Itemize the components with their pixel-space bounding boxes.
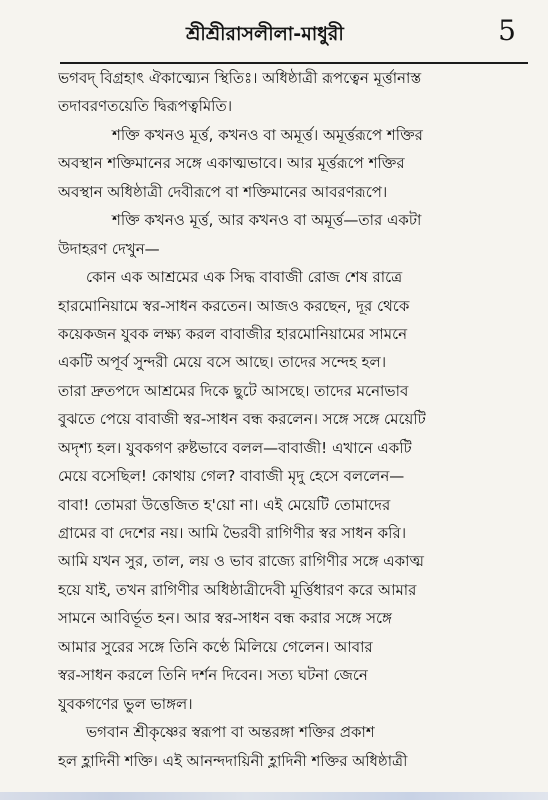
page-body <box>58 64 528 775</box>
text-line: আমি যখন সুর, তাল, লয় ও ভাব রাজ্যে রাগিণীর সঙ্গে একাত্ম <box>58 552 424 571</box>
text-line: ভগবদ্‌ বিগ্রহাৎ ঐকাত্ম্যেন স্থিতিঃ। অধিষ্ঠাত্রী রূপত্বেন মূর্ত্তানাস্ত <box>58 69 422 87</box>
text-line: বাবা! তোমরা উত্তেজিত হ'য়ো না। এই মেয়েটি তোমাদের <box>58 495 391 514</box>
page-bottom-edge <box>0 792 548 800</box>
text-line: তদাবরণতয়েতি দ্বিরূপত্বমিতি। <box>58 97 233 116</box>
text-line: অবস্থান অধিষ্ঠাত্রী দেবীরূপে বা শক্তিমানের আবরণরূপে। <box>58 182 388 201</box>
text-line: মেয়ে বসেছিল! কোথায় গেল? বাবাজী মৃদু হেসে বললেন— <box>58 467 405 486</box>
text-line: শক্তি কখনও মূর্ত্ত, কখনও বা অমূর্ত্ত। অমূর্ত্তরূপে শক্তির <box>112 125 423 144</box>
text-line: অবস্থান শক্তিমানের সঙ্গে একাত্মভাবে। আর মূর্ত্তরূপে শক্তির <box>58 154 405 173</box>
text-line: হারমোনিয়ামে স্বর-সাধন করতেন। আজও করছেন, দূর থেকে <box>58 296 410 315</box>
text-line: কোন এক আশ্রমের এক সিদ্ধ বাবাজী রোজ শেষ রাত্রে <box>86 268 403 287</box>
text-line: হল হ্লাদিনী শক্তি। এই আনন্দদায়িনী হ্লাদিনী শক্তির অধিষ্ঠাত্রী <box>58 751 408 770</box>
text-line: ভগবান শ্রীকৃষ্ণের স্বরূপা বা অন্তরঙ্গা শক্তির প্রকাশ <box>86 723 375 742</box>
text-line: স্বর-সাধন করলে তিনি দর্শন দিবেন। সত্য ঘটনা জেনে <box>58 666 368 685</box>
text-line: অদৃশ্য হল। যুবকগণ রুষ্টভাবে বলল—বাবাজী! এখানে একটি <box>58 438 412 457</box>
text-line: কয়েকজন যুবক লক্ষ্য করল বাবাজীর হারমোনিয়ামের সামনে <box>58 324 408 343</box>
text-line: তারা দ্রুতপদে আশ্রমের দিকে ছুটে আসছে। তাদের মনোভাব <box>58 381 409 400</box>
text-line: উদাহরণ দেখুন— <box>58 239 160 258</box>
text-line: গ্রামের বা দেশের নয়। আমি ভৈরবী রাগিণীর স্বর সাধন করি। <box>58 524 407 542</box>
text-line: যুবকগণের ভুল ভাঙ্গল। <box>58 694 193 713</box>
text-line: হয়ে যাই, তখন রাগিণীর অধিষ্ঠাত্রীদেবী মূর্ত্তিধারণ করে আমার <box>58 580 417 599</box>
text-line: সামনে আবির্ভূত হন। আর স্বর-সাধন বন্ধ করার সঙ্গে সঙ্গে <box>58 609 392 628</box>
page-header <box>60 10 528 64</box>
text-line: আমার সুরের সঙ্গে তিনি কণ্ঠে মিলিয়ে গেলেন। আবার <box>58 637 373 656</box>
text-line: একটি অপূর্ব সুন্দরী মেয়ে বসে আছে। তাদের সন্দেহ হল। <box>58 353 387 372</box>
page-number: 5 <box>498 14 516 47</box>
text-line: বুঝতে পেয়ে বাবাজী স্বর-সাধন বন্ধ করলেন। সঙ্গে সঙ্গে মেয়েটি <box>58 410 426 429</box>
text-line: শক্তি কখনও মূর্ত্ত, আর কখনও বা অমূর্ত্ত—তার একটা <box>112 211 422 230</box>
page-title: শ্রীশ্রীরাসলীলা-মাধুরী <box>186 23 344 45</box>
